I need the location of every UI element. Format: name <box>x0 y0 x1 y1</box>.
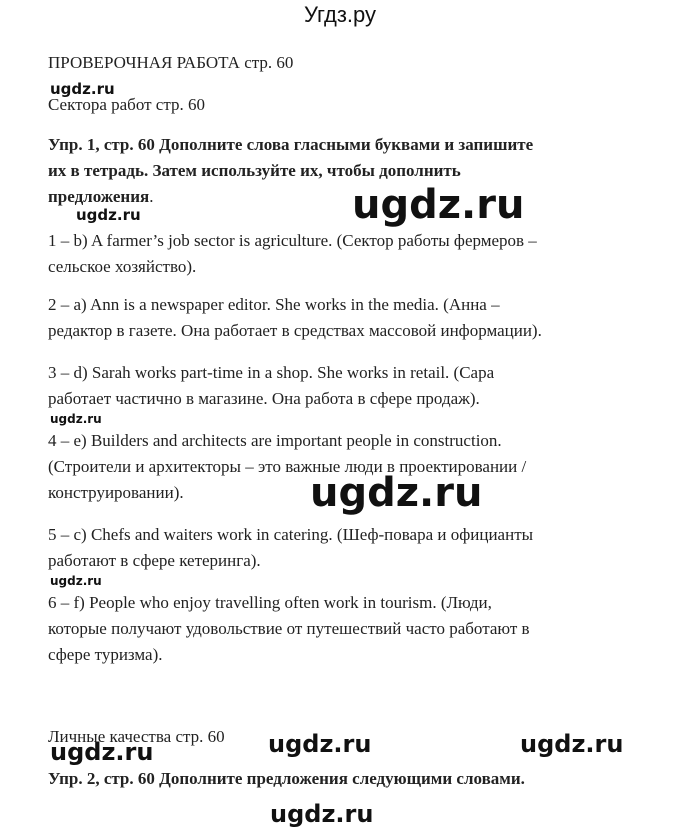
answer-4-line-1: 4 – e) Builders and architects are important people in construction. <box>48 431 502 450</box>
answer-3-line-1: 3 – d) Sarah works part-time in a shop. She works in retail. (Сара <box>48 363 495 382</box>
answer-1-line-2: сельское хозяйство). <box>48 257 197 276</box>
watermark: ugdz.ru <box>50 574 102 588</box>
watermark: ugdz.ru <box>310 470 483 516</box>
exercise-1-bold-word: предложения <box>48 187 150 206</box>
answer-6-line-1: 6 – f) People who enjoy travelling often work in tourism. (Люди, <box>48 593 492 612</box>
watermark: ugdz.ru <box>268 730 372 758</box>
watermark: ugdz.ru <box>520 730 624 758</box>
exercise-2-heading: Упр. 2, стр. 60 Дополните предложения следующими словами. <box>48 769 525 788</box>
watermark: ugdz.ru <box>76 206 141 224</box>
answer-4-line-2: (Строители и архитекторы – это важные люди в проектировании / <box>48 457 527 476</box>
answer-3-line-2: работает частично в магазине. Она работа в сфере продаж). <box>48 389 480 408</box>
answer-6-line-2: которые получают удовольствие от путешествий часто работают в <box>48 619 530 638</box>
exercise-1-period: . <box>149 187 154 206</box>
answer-4-line-3: конструировании). <box>48 483 184 502</box>
exercise-1-line-2: их в тетрадь. Затем используйте их, чтобы дополнить <box>48 161 461 180</box>
answer-5-line-1: 5 – c) Chefs and waiters work in catering. (Шеф-повара и официанты <box>48 525 534 544</box>
answer-5-line-2: работают в сфере кетеринга). <box>48 551 261 570</box>
section-heading: Сектора работ стр. 60 <box>48 95 205 114</box>
watermark: ugdz.ru <box>50 738 154 766</box>
watermark: ugdz.ru <box>50 412 102 426</box>
watermark: ugdz.ru <box>50 80 115 98</box>
answer-6-line-3: сфере туризма). <box>48 645 163 664</box>
site-title: Угдз.ру <box>303 2 377 27</box>
watermark: ugdz.ru <box>270 800 374 828</box>
exercise-1-line-1: Упр. 1, стр. 60 Дополните слова гласными буквами и запишите <box>48 135 534 154</box>
answer-1-line-1: 1 – b) A farmer’s job sector is agriculture. (Сектор работы фермеров – <box>48 231 537 250</box>
watermark: ugdz.ru <box>352 182 525 228</box>
section-2-heading: Личные качества стр. 60 <box>48 727 225 746</box>
answer-2-line-1: 2 – a) Ann is a newspaper editor. She works in the media. (Анна – <box>48 295 500 314</box>
test-heading: ПРОВЕРОЧНАЯ РАБОТА стр. 60 <box>48 53 294 72</box>
answer-2-line-2: редактор в газете. Она работает в средствах массовой информации). <box>48 321 542 340</box>
